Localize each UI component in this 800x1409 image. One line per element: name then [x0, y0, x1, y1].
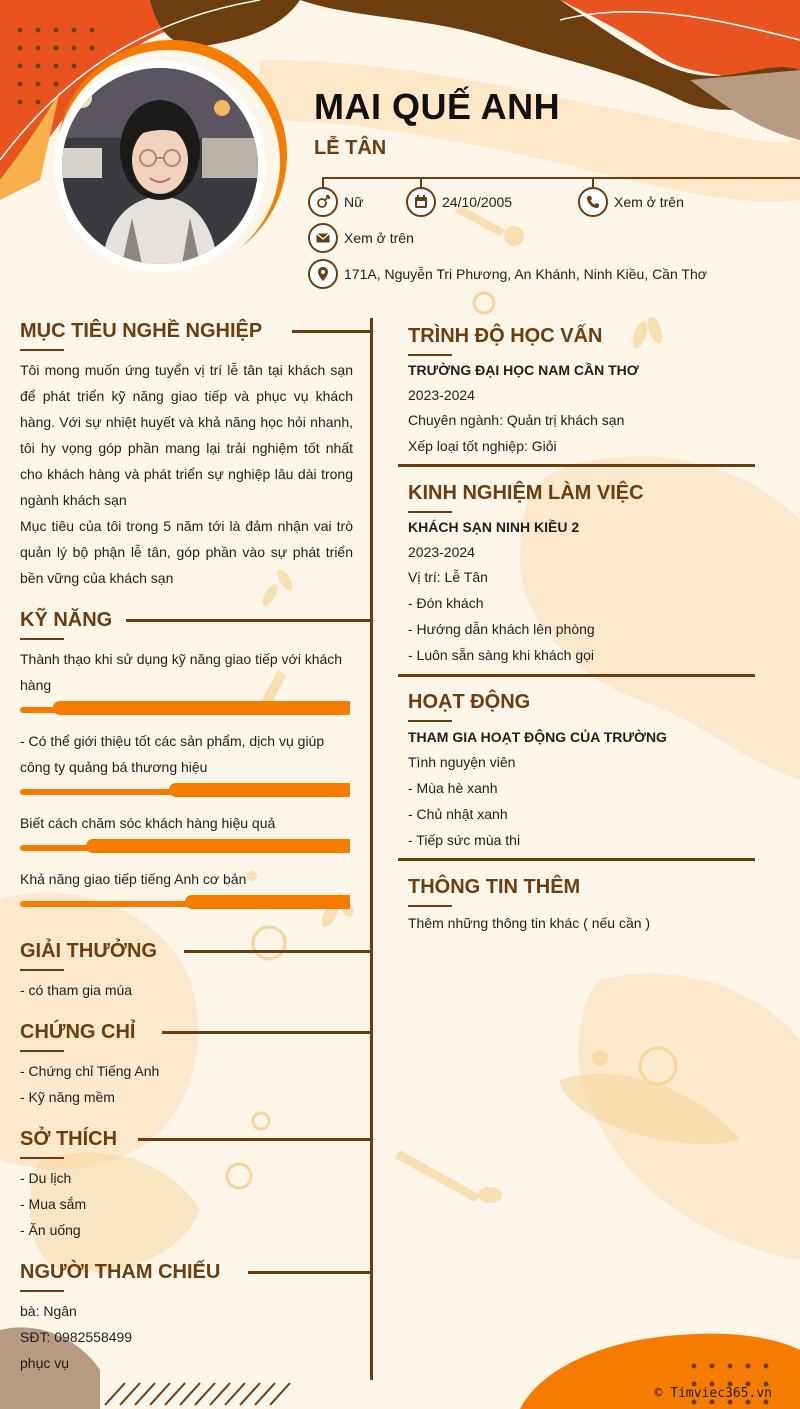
experience-role: Vị trí: Lễ Tân [408, 569, 488, 585]
experience-underline [408, 511, 452, 513]
skills-connector [126, 619, 372, 622]
contact-address [308, 259, 707, 289]
email-value: Xem ở trên [344, 230, 414, 246]
activities-role: Tình nguyện viên [408, 754, 516, 770]
activities-name: THAM GIA HOẠT ĐỘNG CỦA TRƯỜNG [408, 729, 667, 745]
extra-info-title: THÔNG TIN THÊM [408, 876, 581, 898]
references-underline [20, 1290, 64, 1292]
footer-watermark: © Timviec365.vn [654, 1386, 772, 1401]
address-value: 171A, Nguyễn Tri Phương, An Khánh, Ninh Kiều, Cần Thơ [344, 266, 707, 282]
skill-2-bar [20, 783, 350, 797]
experience-task-3: - Luôn sẵn sàng khi khách gọi [408, 647, 595, 663]
references-title: NGƯỜI THAM CHIẾU [20, 1261, 221, 1283]
reference-item-2: SĐT: 0982558499 [20, 1329, 133, 1345]
certificates-connector [162, 1031, 372, 1034]
reference-item-3: phục vụ [20, 1355, 70, 1371]
skill-3-bar [20, 839, 350, 853]
objective-connector [292, 330, 372, 333]
education-title: TRÌNH ĐỘ HỌC VẤN [408, 325, 603, 347]
skill-1-bar [20, 701, 350, 715]
education-grade: Xếp loại tốt nghiệp: Giỏi [408, 438, 557, 454]
awards-underline [20, 969, 64, 971]
contact-email [308, 223, 414, 253]
objective-underline [20, 349, 64, 351]
experience-company: KHÁCH SẠN NINH KIỀU 2 [408, 519, 580, 535]
contact-phone [578, 187, 684, 217]
objective-paragraph-1: Tôi mong muốn ứng tuyển vị trí lễ tân tại khách sạn để phát triển kỹ năng giao tiếp và phục vụ khách hàng. Với sự nhiệt huyết và khả năng học hỏi nhanh, tôi hy vọng góp phần mang lại trải nghiệm tốt nhất cho khách hàng và phát triển sự nghiệp lâu dài trong ngành khách sạn [20, 362, 353, 508]
extra-info-underline [408, 905, 452, 907]
activity-item-2: - Chủ nhật xanh [408, 806, 508, 822]
extra-info-text: Thêm những thông tin khác ( nếu cần ) [408, 915, 651, 931]
hobby-item-2: - Mua sắm [20, 1196, 87, 1212]
hobby-item-3: - Ăn uống [20, 1222, 81, 1238]
certificate-item-1: - Chứng chỉ Tiếng Anh [20, 1063, 160, 1079]
skill-2-label: - Có thể giới thiệu tốt các sản phẩm, dịch vụ giúp công ty quảng bá thương hiệu [20, 733, 325, 775]
skill-4-bar [20, 895, 350, 909]
skills-title: KỸ NĂNG [20, 609, 113, 631]
education-divider [398, 464, 755, 467]
phone-value: Xem ở trên [614, 194, 684, 210]
activities-divider [398, 858, 755, 861]
contact-line-horizontal [322, 177, 800, 179]
candidate-name: MAI QUẾ ANH [314, 86, 561, 127]
skill-4-label: Khả năng giao tiếp tiếng Anh cơ bản [20, 871, 247, 887]
hobbies-underline [20, 1157, 64, 1159]
calendar-icon [406, 187, 436, 217]
skills-underline [20, 638, 64, 640]
avatar [62, 68, 258, 264]
reference-item-1: bà: Ngân [20, 1303, 77, 1319]
dob-value: 24/10/2005 [442, 194, 513, 210]
gender-value: Nữ [344, 194, 364, 210]
certificates-underline [20, 1050, 64, 1052]
education-school: TRƯỜNG ĐẠI HỌC NAM CẦN THƠ [408, 362, 639, 378]
experience-period: 2023-2024 [408, 544, 475, 560]
gender-icon [308, 187, 338, 217]
hobby-item-1: - Du lịch [20, 1170, 72, 1186]
hobbies-connector [138, 1138, 372, 1141]
education-underline [408, 354, 452, 356]
hobbies-title: SỞ THÍCH [20, 1128, 118, 1150]
activities-title: HOẠT ĐỘNG [408, 691, 531, 713]
activities-underline [408, 720, 452, 722]
certificates-title: CHỨNG CHỈ [20, 1021, 136, 1043]
objective-paragraph-2: Mục tiêu của tôi trong 5 năm tới là đảm nhận vai trò quản lý bộ phận lễ tân, góp phần vào sự phát triển bền vững của khách sạn [20, 518, 353, 586]
award-item-1: - có tham gia múa [20, 982, 133, 998]
email-icon [308, 223, 338, 253]
awards-connector [184, 950, 372, 953]
experience-task-2: - Hướng dẫn khách lên phòng [408, 621, 595, 637]
awards-title: GIẢI THƯỞNG [20, 940, 157, 962]
job-position: LỄ TÂN [314, 137, 387, 159]
education-period: 2023-2024 [408, 387, 475, 403]
activity-item-3: - Tiếp sức mùa thi [408, 832, 521, 848]
skill-1-label: Thành thạo khi sử dụng kỹ năng giao tiếp với khách hàng [20, 651, 343, 693]
experience-divider [398, 674, 755, 677]
activity-item-1: - Mùa hè xanh [408, 780, 498, 796]
experience-task-1: - Đón khách [408, 595, 484, 611]
column-divider [370, 318, 373, 1380]
certificate-item-2: - Kỹ năng mềm [20, 1089, 115, 1105]
experience-title: KINH NGHIỆM LÀM VIỆC [408, 482, 644, 504]
references-connector [248, 1271, 372, 1274]
location-pin-icon [308, 259, 338, 289]
objective-title: MỤC TIÊU NGHỀ NGHIỆP [20, 320, 263, 342]
education-major: Chuyên ngành: Quản trị khách sạn [408, 412, 625, 428]
phone-icon [578, 187, 608, 217]
skill-3-label: Biết cách chăm sóc khách hàng hiệu quả [20, 815, 276, 831]
contact-gender [308, 187, 363, 217]
contact-dob [406, 187, 512, 217]
